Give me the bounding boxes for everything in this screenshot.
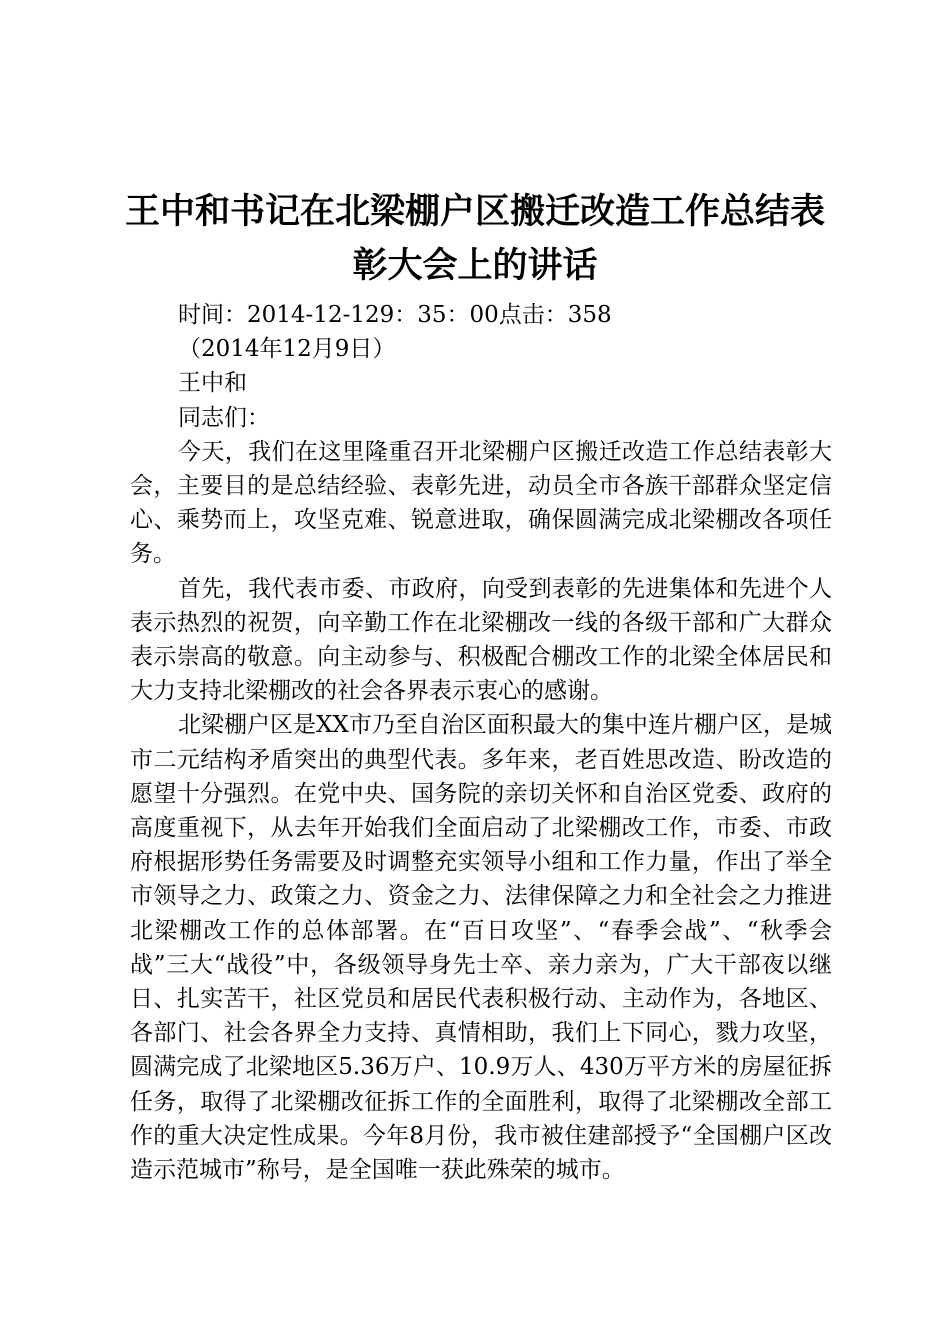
greeting: 同志们： bbox=[178, 404, 270, 431]
meta-line: 时间：2014-12-129：35：00点击：358 bbox=[178, 302, 612, 328]
paragraph: 北梁棚户区是XX市乃至自治区面积最大的集中连片棚户区，是城市二元结构矛盾突出的典型代表。多年来，老百姓思改造、盼改造的愿望十分强烈。在党中央、国务院的亲切关怀和自治区党委、政府的高度重视下，从去年开始我们全面启动了北梁棚改工作，市委、市政府根据形势任务需要及时调整充实领导小组和工作力量，作出了举全市领导之力、政策之力、资金之力、法律保障之力和全社会之力推进北梁棚改工作的总体部署。在“百日攻坚”、“春季会战”、“秋季会战”三大“战役”中，各级领导身先士卒、亲力亲为，广大干部夜以继日、扎实苦干，社区党员和居民代表积极行动、主动作为，各地区、各部门、社会各界全力支持、真情相助，我们上下同心，戮力攻坚，圆满完成了北梁地区5.36万户、10.9万人、430万平方米的房屋征拆任务，取得了北梁棚改征拆工作的全面胜利，取得了北梁棚改全部工作的重大决定性成果。今年8月份，我市被住建部授予“全国棚户区改造示范城市”称号，是全国唯一获此殊荣的城市。 bbox=[130, 712, 832, 1184]
document-body bbox=[130, 298, 832, 1187]
title-line-1: 王中和书记在北梁棚户区搬迁改造工作总结表 bbox=[124, 192, 825, 232]
date-line: （2014年12月9日） bbox=[178, 336, 396, 363]
paragraph: 今天，我们在这里隆重召开北梁棚户区搬迁改造工作总结表彰大会，主要目的是总结经验、表彰先进，动员全市各族干部群众坚定信心、乘势而上，攻坚克难、锐意进取，确保圆满完成北梁棚改各项任务。 bbox=[130, 438, 832, 568]
title-line-2: 彰大会上的讲话 bbox=[352, 246, 598, 286]
document-title bbox=[110, 185, 840, 293]
paragraph: 首先，我代表市委、市政府，向受到表彰的先进集体和先进个人表示热烈的祝贺，向辛勤工作在北梁棚改一线的各级干部和广大群众表示崇高的敬意。向主动参与、积极配合棚改工作的北梁全体居民和大力支持北梁棚改的社会各界表示衷心的感谢。 bbox=[130, 575, 832, 705]
speaker-name: 王中和 bbox=[178, 370, 247, 397]
